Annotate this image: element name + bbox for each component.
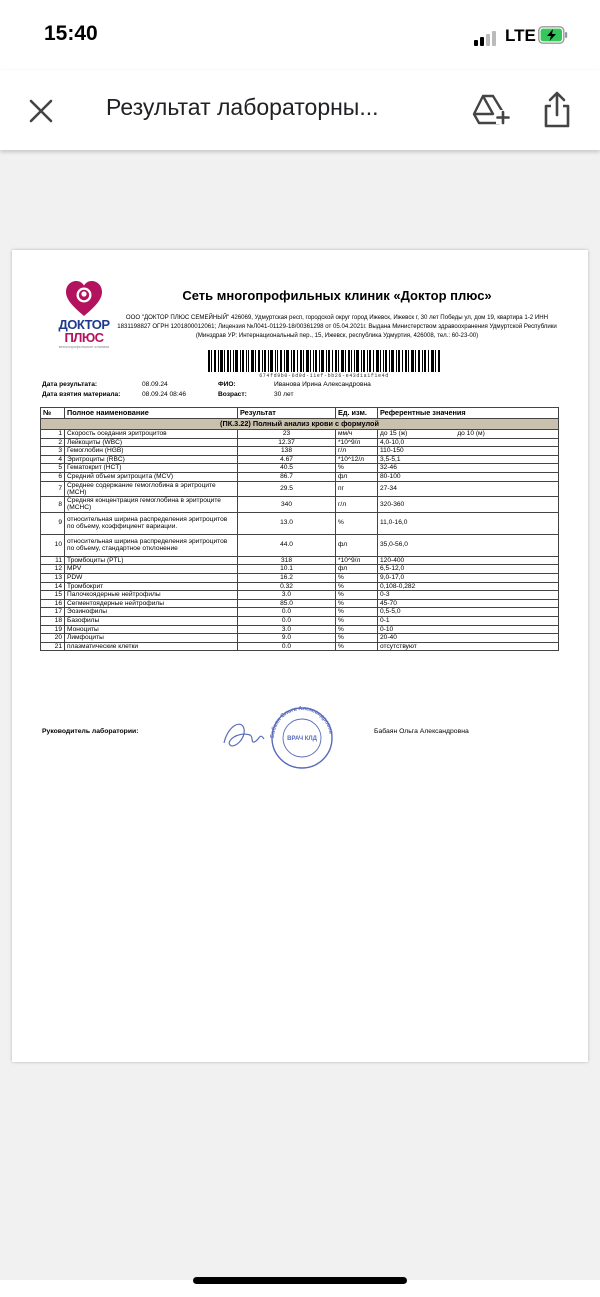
viewer-toolbar [0,70,600,150]
table-row [41,634,559,643]
result-date-label: Дата результата: [42,381,98,388]
row-num: 16 [41,599,65,608]
row-ref [378,608,559,617]
row-result: 3.0 [238,625,336,634]
table-row [41,608,559,617]
table-row [41,512,559,534]
row-ref [378,464,559,473]
row-ref [378,582,559,591]
row-result: 318 [238,556,336,565]
logo-line-2: ПЛЮС [64,330,104,345]
row-unit: % [336,599,378,608]
row-unit: мм/ч [336,430,378,439]
row-ref-value: 45-70 [380,599,397,607]
row-name: Тромбоциты (PTL) [65,556,238,565]
row-ref-value: 0,5-5,0 [380,608,401,616]
row-ref [378,455,559,464]
barcode [208,350,440,372]
row-result: 340 [238,497,336,513]
row-num: 19 [41,625,65,634]
row-name: Лейкоциты (WBC) [65,438,238,447]
row-name: PDW [65,573,238,582]
row-num: 10 [41,534,65,556]
row-num: 12 [41,565,65,574]
row-result: 138 [238,447,336,456]
col-unit-header: Ед. изм. [336,408,378,419]
row-unit: % [336,616,378,625]
row-ref-value: 11,0-16,0 [380,519,408,527]
row-ref [378,573,559,582]
row-result: 0.32 [238,582,336,591]
row-name: Лимфоциты [65,634,238,643]
row-ref-value: 0-3 [380,591,390,599]
row-result: 85.0 [238,599,336,608]
fio-label: ФИО: [218,381,236,388]
table-row [41,591,559,600]
row-num: 11 [41,556,65,565]
row-result: 23 [238,430,336,439]
table-row [41,573,559,582]
row-name: относительная ширина распределения эритроцитов по объему, коэффициент вариации. [65,512,238,534]
row-num: 17 [41,608,65,617]
row-result: 29.5 [238,481,336,497]
status-time: 15:40 [44,22,98,45]
row-name: Сегментоядерные нейтрофилы [65,599,238,608]
document-viewer[interactable] [0,150,600,1280]
row-ref-value-2: до 10 (м) [457,430,485,437]
row-unit: % [336,573,378,582]
section-title: (ПК.3.22) Полный анализ крови с формулой [41,419,559,430]
row-ref [378,591,559,600]
signature-label: Руководитель лаборатории: [42,728,139,735]
row-num: 3 [41,447,65,456]
row-result: 0.0 [238,608,336,617]
barcode-text: 674fd9b0-6d9d-11ef-bb26-e43d1a1f1e4d [259,373,389,379]
row-unit: % [336,608,378,617]
logo-line-1: ДОКТОР [58,317,110,332]
result-date: 08.09.24 [142,381,168,388]
status-bar [0,0,600,70]
row-name: Базофилы [65,616,238,625]
row-unit: % [336,634,378,643]
row-name: Средний объем эритроцита (MCV) [65,472,238,481]
row-unit: *10^9/л [336,556,378,565]
row-result: 44.0 [238,534,336,556]
row-ref [378,497,559,513]
row-result: 40.5 [238,464,336,473]
table-row [41,582,559,591]
row-num: 20 [41,634,65,643]
row-unit: фл [336,472,378,481]
row-result: 9.0 [238,634,336,643]
row-unit: *10^12/л [336,455,378,464]
col-result-header: Результат [238,408,336,419]
row-ref-value: 0-10 [380,625,394,633]
row-ref-value: отсутствуют [380,642,417,650]
organization-info: ООО "ДОКТОР ПЛЮС СЕМЕЙНЫЙ" 426069, Удмуртская респ, городской округ город Ижевск, Ижевск г, 30 лет Победы ул, дом 19, квартира 1-2 ИНН 1831198827 ОГРН 1201800012061; Лицензия №Л041-01129-18/00361298 от 05.04.2021г. Выдана Министерством здравоохранения Удмуртской Республики (Минздрав УР: Интернациональный пер., 15, Ижевск, республика Удмуртия, 426008, тел.: 60-23-00) [117,314,557,339]
table-row [41,642,559,651]
row-result: 10.1 [238,565,336,574]
row-unit: % [336,591,378,600]
row-ref [378,599,559,608]
row-unit: пг [336,481,378,497]
clinic-network-title: Сеть многопрофильных клиник «Доктор плюс» [182,288,492,303]
row-unit: % [336,464,378,473]
row-num: 1 [41,430,65,439]
row-ref-value: 3,5-5,1 [380,455,401,463]
table-row [41,534,559,556]
stamp-center-text: ВРАЧ КЛД [287,736,317,742]
row-ref-value: 80-100 [380,472,401,480]
row-ref [378,625,559,634]
row-unit: г/л [336,497,378,513]
home-indicator[interactable] [193,1277,407,1284]
table-row [41,565,559,574]
row-unit: % [336,625,378,634]
table-row [41,497,559,513]
doctor-stamp [220,705,338,771]
row-ref-value: 35,0-56,0 [380,541,408,549]
row-ref [378,634,559,643]
signature-name: Бабаян Ольга Александровна [374,728,469,735]
row-result: 16.2 [238,573,336,582]
table-row [41,481,559,497]
row-name: Среднее содержание гемоглобина в эритроците (MCH) [65,481,238,497]
row-num: 7 [41,481,65,497]
row-name: Палочкоядерные нейтрофилы [65,591,238,600]
row-ref [378,430,559,439]
sample-date: 08.09.24 08:46 [142,391,186,398]
row-name: Эритроциты (RBC) [65,455,238,464]
row-ref-value: 32-46 [380,464,397,472]
table-row [41,438,559,447]
row-ref [378,565,559,574]
row-ref-value: 320-360 [380,500,405,508]
col-num-header: № [41,408,65,419]
col-name-header: Полное наименование [65,408,238,419]
row-num: 21 [41,642,65,651]
patient-age: 30 лет [274,391,294,398]
table-row [41,447,559,456]
sample-date-label: Дата взятия материала: [42,391,121,398]
row-name: Тромбокрит [65,582,238,591]
row-unit: фл [336,534,378,556]
row-ref [378,556,559,565]
share-icon[interactable] [540,90,574,130]
row-ref [378,642,559,651]
row-num: 6 [41,472,65,481]
row-ref-value: 110-150 [380,447,404,455]
table-row [41,464,559,473]
row-num: 13 [41,573,65,582]
add-to-drive-icon[interactable] [470,92,510,128]
table-row [41,472,559,481]
row-result: 0.0 [238,642,336,651]
heart-logo-icon [64,280,104,318]
results-table [40,407,559,651]
table-row [41,616,559,625]
row-ref-value: 4,0-10,0 [380,438,405,446]
row-ref-value: 20-40 [380,634,397,642]
row-ref-value: 0,108-0,282 [380,582,416,590]
row-unit: % [336,642,378,651]
row-ref-value: 6,5-12,0 [380,565,405,573]
row-result: 3.0 [238,591,336,600]
row-result: 12.37 [238,438,336,447]
row-name: Средняя концентрация гемоглобина в эритроците (MCHC) [65,497,238,513]
table-row [41,599,559,608]
svg-text:Бабаян Ольга Александровна [270,706,334,738]
row-ref [378,438,559,447]
row-unit: *10^9/л [336,438,378,447]
row-num: 15 [41,591,65,600]
clinic-logo [48,280,120,360]
col-ref-header: Референтные значения [378,408,559,419]
row-ref-value: 120-400 [380,556,405,564]
row-num: 18 [41,616,65,625]
network-type: LTE [505,26,536,45]
row-ref [378,534,559,556]
row-ref-value: 0-1 [380,616,390,624]
row-ref-value: до 15 (ж) [380,430,408,437]
row-num: 2 [41,438,65,447]
row-name: Гематокрит (HCT) [65,464,238,473]
row-result: 86.7 [238,472,336,481]
document-title: Результат лабораторны... [106,94,379,120]
row-num: 14 [41,582,65,591]
row-ref-value: 27-34 [380,485,397,493]
row-num: 4 [41,455,65,464]
close-icon[interactable] [26,96,56,126]
row-unit: г/л [336,447,378,456]
battery-charging-icon [538,26,568,44]
table-row [41,556,559,565]
row-name: MPV [65,565,238,574]
age-label: Возраст: [218,391,247,398]
row-unit: % [336,582,378,591]
row-ref [378,472,559,481]
row-result: 4.67 [238,455,336,464]
row-name: Скорость оседания эритроцитов [65,430,238,439]
row-ref [378,512,559,534]
row-ref [378,616,559,625]
row-ref [378,481,559,497]
row-name: относительная ширина распределения эритроцитов по объему, стандартное отклонение [65,534,238,556]
document-page [12,250,588,1062]
row-num: 9 [41,512,65,534]
patient-name: Иванова Ирина Александровна [274,381,371,388]
table-row [41,455,559,464]
row-num: 8 [41,497,65,513]
row-name: Моноциты [65,625,238,634]
row-ref [378,447,559,456]
stamp-ring-text: Бабаян Ольга Александровна [269,705,334,739]
row-result: 0.0 [238,616,336,625]
row-result: 13.0 [238,512,336,534]
row-name: Эозинофилы [65,608,238,617]
logo-tagline: многопрофильные клиники [58,344,110,349]
table-row [41,625,559,634]
row-name: плазматические клетки [65,642,238,651]
table-header-row [41,408,559,419]
table-row [41,430,559,439]
signal-icon [474,30,500,46]
row-name: Гемоглобин (HGB) [65,447,238,456]
row-ref-value: 9,0-17,0 [380,573,405,581]
row-num: 5 [41,464,65,473]
section-row [41,419,559,430]
row-unit: % [336,512,378,534]
row-unit: фл [336,565,378,574]
